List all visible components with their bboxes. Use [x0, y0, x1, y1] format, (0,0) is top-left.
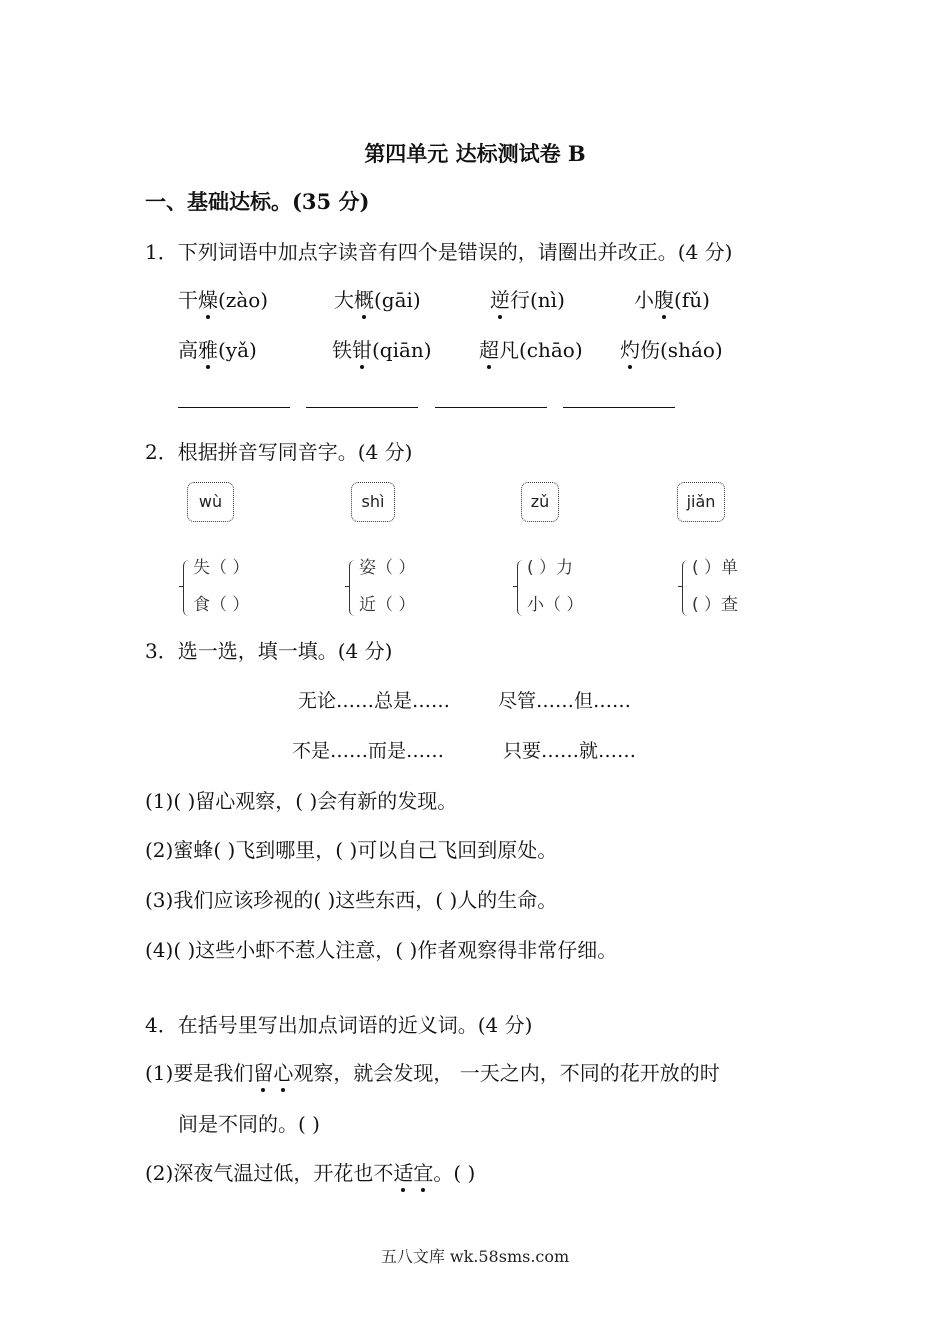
homophone-group	[193, 550, 249, 624]
q1-word: 小腹(fǔ)	[634, 284, 710, 313]
answer-blank[interactable]	[563, 407, 675, 408]
answer-blank[interactable]	[306, 407, 418, 408]
conjunction-option: 不是……而是……	[292, 740, 445, 762]
homophone-group	[692, 550, 738, 624]
synonym-item: (2)深夜气温过低，开花也不适宜。( )	[145, 1157, 475, 1186]
q1-word: 高雅(yǎ)	[178, 334, 257, 363]
question-2-heading: 2．根据拼音写同音字。(4 分)	[145, 440, 413, 464]
synonym-item-continued: 间是不同的。( )	[178, 1112, 320, 1136]
homophone-blank[interactable]: ( ）单	[692, 558, 739, 578]
pinyin-box: shì	[351, 482, 395, 522]
homophone-blank[interactable]: ( ）查	[692, 595, 739, 615]
homophone-group	[359, 550, 415, 624]
q1-word: 逆行(nì)	[490, 284, 565, 313]
pinyin-box: wù	[187, 482, 234, 522]
homophone-blank[interactable]: 小（ ）	[527, 595, 584, 615]
conjunction-option: 只要……就……	[503, 740, 637, 762]
brace	[517, 560, 525, 616]
answer-blank[interactable]	[435, 407, 547, 408]
homophone-blank[interactable]: 近（ ）	[359, 595, 416, 615]
answer-blank[interactable]	[178, 407, 290, 408]
footer-watermark: 五八文库 wk.58sms.com	[380, 1247, 570, 1266]
page-title: 第四单元 达标测试卷 B	[364, 141, 586, 166]
pinyin-box: jiǎn	[677, 482, 725, 522]
q1-word: 超凡(chāo)	[479, 334, 583, 363]
conjunction-option: 尽管……但……	[498, 690, 632, 712]
homophone-group	[527, 550, 583, 624]
question-4-heading: 4．在括号里写出加点词语的近义词。(4 分)	[145, 1013, 533, 1037]
brace	[349, 560, 357, 616]
q1-word: 干燥(zào)	[178, 284, 268, 313]
question-3-heading: 3．选一选，填一填。(4 分)	[145, 639, 393, 663]
dotted-word: 留心	[253, 1057, 293, 1086]
q1-word: 大概(gāi)	[334, 284, 421, 313]
conjunction-option: 无论……总是……	[298, 690, 451, 712]
homophone-blank[interactable]: ( ）力	[527, 558, 574, 578]
brace	[183, 560, 191, 616]
homophone-blank[interactable]: 食（ ）	[193, 595, 250, 615]
fill-in-item: (1)( )留心观察，( )会有新的发现。	[145, 789, 458, 813]
fill-in-item: (4)( )这些小虾不惹人注意，( )作者观察得非常仔细。	[145, 938, 618, 962]
dotted-word: 适宜	[393, 1157, 433, 1186]
section-heading: 一、基础达标。(35 分)	[145, 189, 370, 214]
homophone-blank[interactable]: 失（ ）	[193, 558, 250, 578]
synonym-item: (1)要是我们留心观察，就会发现， 一天之内，不同的花开放的时	[145, 1057, 720, 1086]
brace	[682, 560, 690, 616]
q1-word: 铁钳(qiān)	[332, 334, 432, 363]
question-1-heading: 1．下列词语中加点字读音有四个是错误的，请圈出并改正。(4 分)	[145, 240, 733, 264]
q1-word: 灼伤(sháo)	[620, 334, 723, 363]
pinyin-box: zǔ	[521, 482, 559, 522]
fill-in-item: (2)蜜蜂( )飞到哪里，( )可以自己飞回到原处。	[145, 838, 558, 862]
homophone-blank[interactable]: 姿（ ）	[359, 558, 416, 578]
fill-in-item: (3)我们应该珍视的( )这些东西，( )人的生命。	[145, 888, 558, 912]
